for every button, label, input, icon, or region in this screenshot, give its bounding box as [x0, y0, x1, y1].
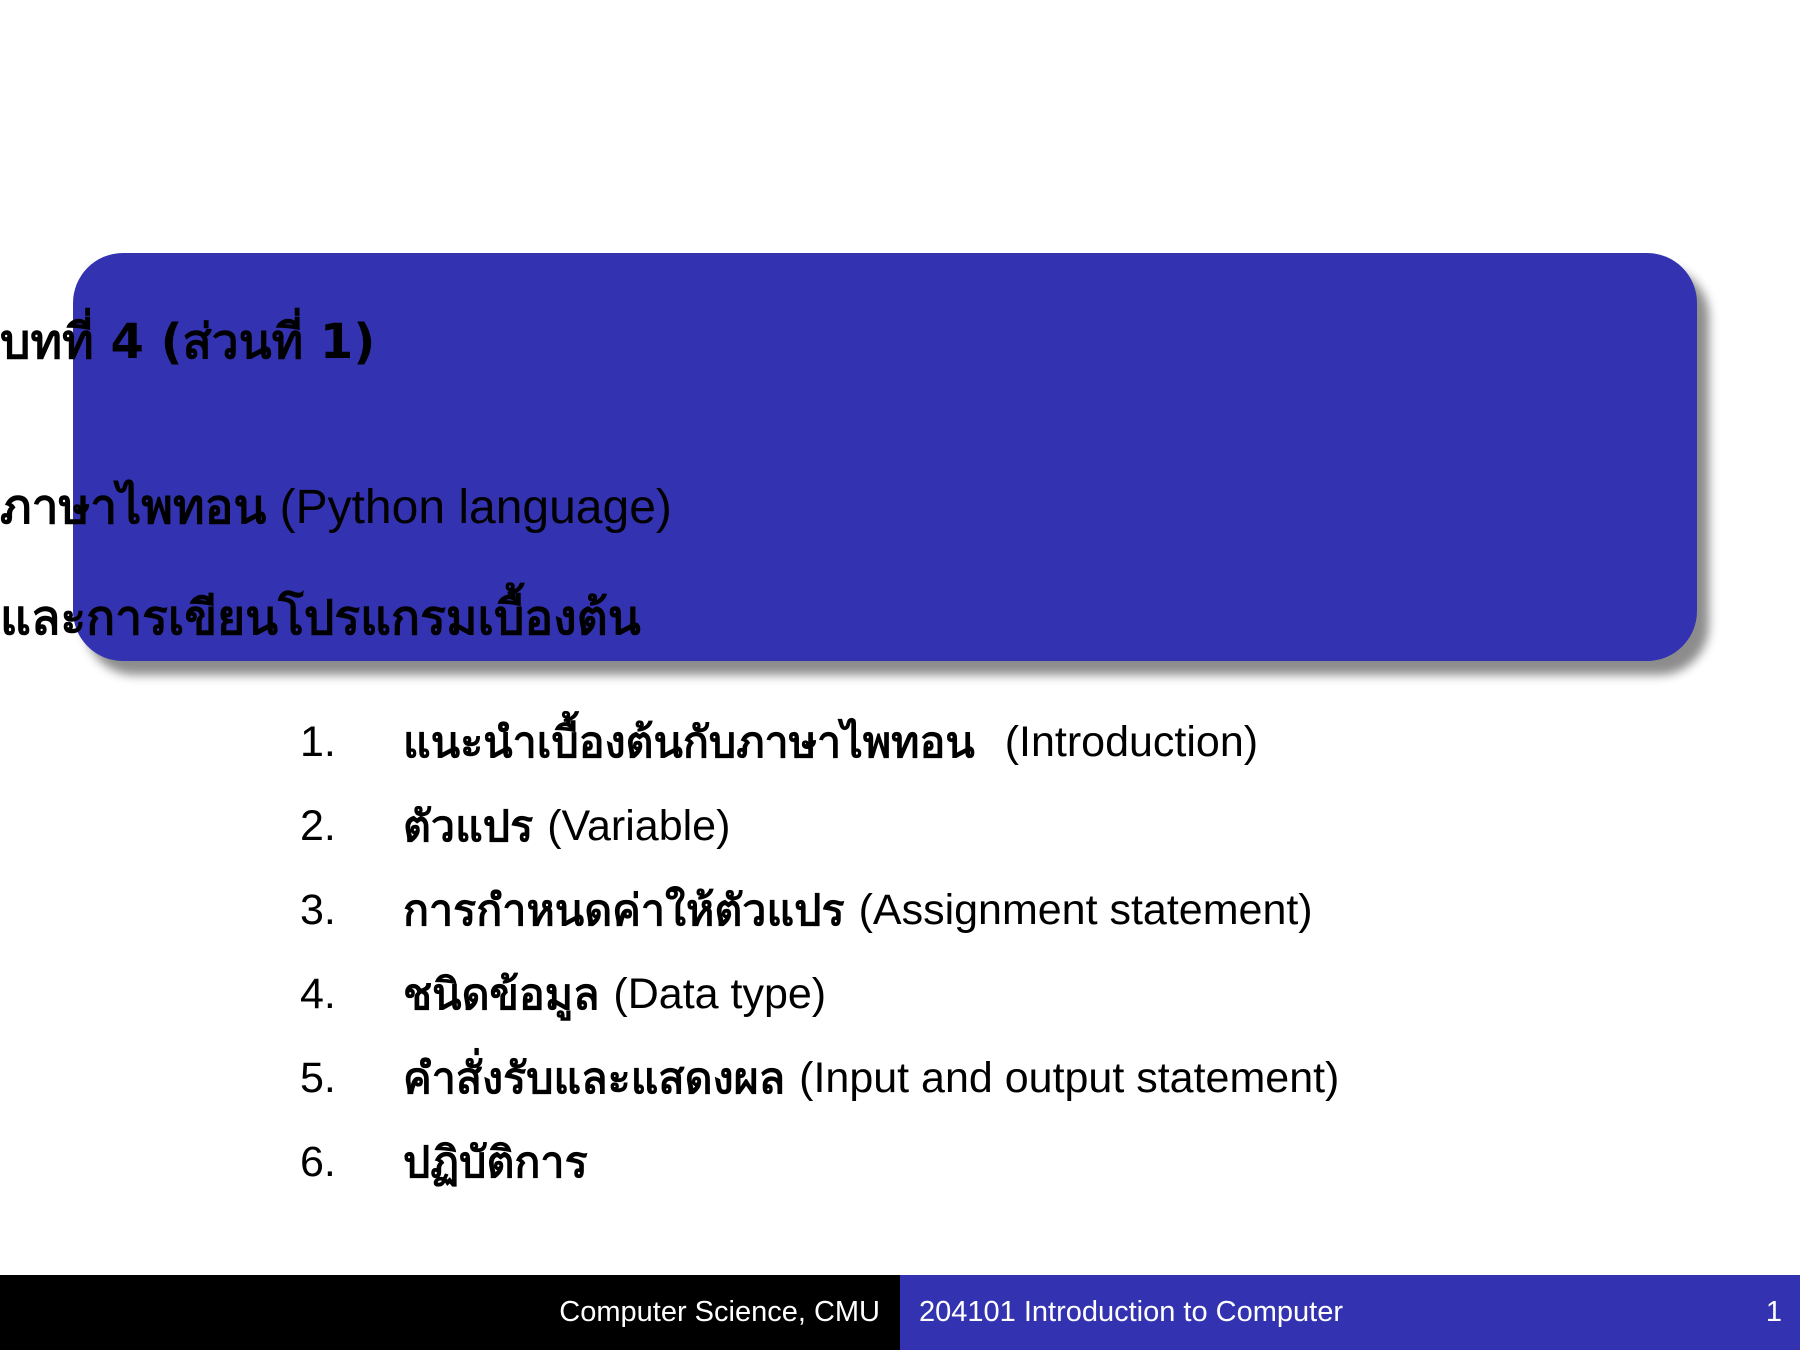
language-thai-label: ภาษาไพทอน — [0, 479, 267, 535]
chapter-label: บทที่ 4 (ส่วนที่ 1) — [0, 314, 376, 370]
agenda-thai-text: การกำหนดค่าให้ตัวแปร — [403, 886, 845, 936]
agenda-number: 4. — [300, 969, 336, 1018]
slide-title-subtitle — [0, 588, 1800, 649]
agenda-number: 6. — [300, 1137, 336, 1186]
agenda-eng-text: (Input and output statement) — [799, 1053, 1340, 1102]
subtitle-label: และการเขียนโปรแกรมเบื้องต้น — [0, 590, 641, 646]
agenda-item — [300, 1036, 1339, 1120]
agenda-thai-text: ปฏิบัติการ — [403, 1138, 588, 1188]
agenda-thai-text: ตัวแปร — [403, 802, 534, 852]
agenda-thai-text: แนะนำเบื้องต้นกับภาษาไพทอน — [403, 718, 975, 768]
agenda-item — [300, 1120, 1339, 1204]
agenda-eng-text: (Variable) — [547, 801, 731, 850]
agenda-eng-text: (Assignment statement) — [858, 885, 1313, 934]
footer-course — [900, 1275, 1800, 1350]
agenda-eng-text: (Data type) — [613, 969, 827, 1018]
agenda-item — [300, 700, 1339, 784]
slide-footer — [0, 1275, 1800, 1350]
footer-institution — [0, 1275, 900, 1350]
agenda-item — [300, 952, 1339, 1036]
language-eng-label: (Python language) — [279, 481, 672, 534]
agenda-eng-text: (Introduction) — [1004, 717, 1259, 766]
course-label: 204101 Introduction to Computer — [919, 1296, 1343, 1328]
agenda-thai-text: คำสั่งรับและแสดงผล — [403, 1054, 786, 1104]
institution-label: Computer Science, CMU — [559, 1296, 880, 1328]
page-number: 1 — [1765, 1296, 1782, 1328]
slide-title-language — [0, 477, 1800, 538]
agenda-item — [300, 784, 1339, 868]
agenda-number: 2. — [300, 801, 336, 850]
agenda-number: 1. — [300, 717, 336, 766]
agenda-thai-text: ชนิดข้อมูล — [403, 970, 600, 1020]
agenda-number: 5. — [300, 1053, 336, 1102]
agenda-item — [300, 868, 1339, 952]
agenda-number: 3. — [300, 885, 336, 934]
slide-title-chapter — [0, 312, 1800, 373]
agenda-list — [300, 700, 1339, 1204]
